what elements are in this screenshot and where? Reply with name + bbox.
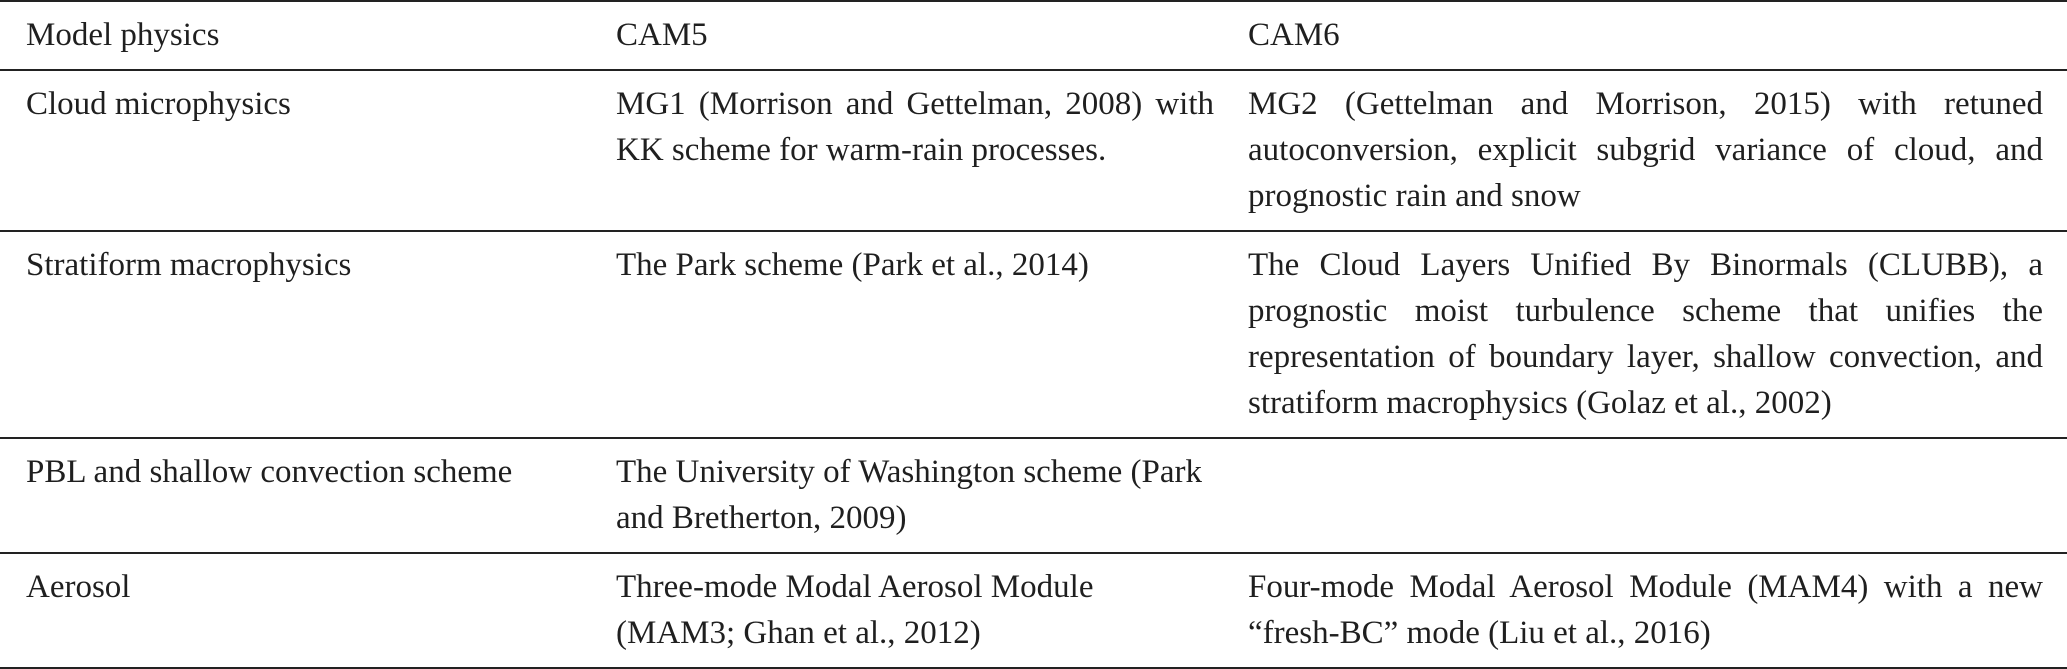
table-row: [0, 231, 2067, 438]
table-header-row: [0, 1, 2067, 70]
cam6-cell: Four-mode Modal Aerosol Module (MAM4) with a new “fresh-BC” mode (Liu et al., 2016): [1248, 569, 2043, 651]
physics-cell: Cloud microphysics: [26, 86, 291, 122]
table-row: [0, 553, 2067, 668]
header-cam6: CAM6: [1248, 17, 1340, 53]
table-row: [0, 70, 2067, 231]
header-model-physics: Model physics: [26, 17, 220, 53]
table-row: [0, 438, 2067, 553]
cam5-cell: The Park scheme (Park et al., 2014): [616, 247, 1089, 283]
cam5-cell: Three-mode Modal Aerosol Module (MAM3; Ghan et al., 2012): [616, 569, 1094, 651]
physics-cell: Stratiform macrophysics: [26, 247, 352, 283]
cam6-cell: The Cloud Layers Unified By Binormals (CLUBB), a prognostic moist turbulence scheme that unifies the representation of boundary layer, shallow convection, and stratiform macrophysics (Golaz et al., 2002): [1248, 247, 2043, 421]
header-cam5: CAM5: [616, 17, 708, 53]
cam6-cell: MG2 (Gettelman and Morrison, 2015) with retuned autoconversion, explicit subgrid variance of cloud, and prognostic rain and snow: [1248, 86, 2043, 214]
physics-cell: Aerosol: [26, 569, 131, 605]
cam6-cell: [1224, 438, 2067, 553]
physics-cell: PBL and shallow convection scheme: [26, 454, 513, 490]
cam5-cell: The University of Washington scheme (Park and Bretherton, 2009): [616, 454, 1203, 536]
cam5-cell: MG1 (Morrison and Gettelman, 2008) with KK scheme for warm-rain processes.: [616, 86, 1214, 168]
